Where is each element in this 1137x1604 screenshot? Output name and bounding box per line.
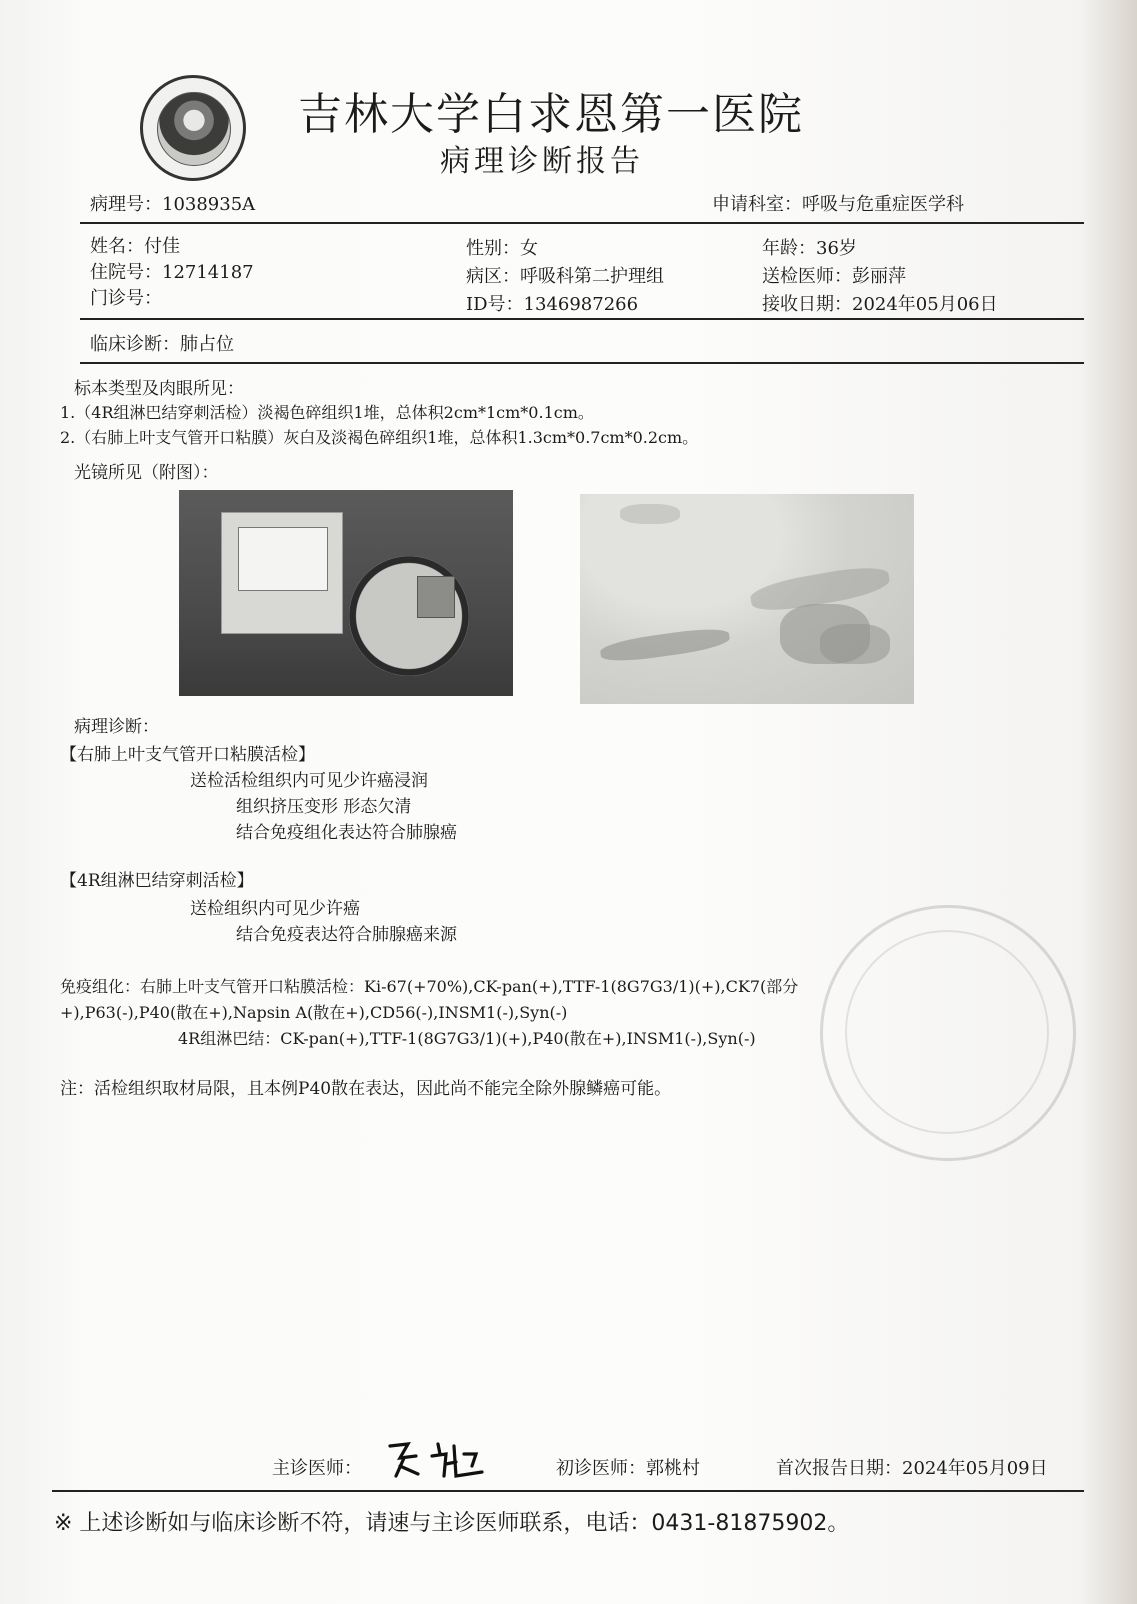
patient-gender xyxy=(466,234,538,260)
microscopy-photo xyxy=(580,494,914,704)
patient-name-label: 姓名： xyxy=(90,236,144,257)
patient-name xyxy=(90,232,180,258)
ihc-line: 4R组淋巴结：CK-pan(+),TTF-1(8G7G3/1)(+),P40(散在+),INSM1(-),Syn(-) xyxy=(178,1029,756,1048)
age-label: 年龄： xyxy=(762,238,816,259)
inpatient-number xyxy=(90,258,254,284)
referring-doctor xyxy=(762,262,906,288)
diagnosis-line: 结合免疫组化表达符合肺腺癌 xyxy=(236,823,457,843)
chief-doctor-signature xyxy=(386,1436,498,1484)
outpatient-number xyxy=(90,284,162,310)
pathology-number-value: 1038935A xyxy=(162,194,256,215)
report-title: 病理诊断报告 xyxy=(440,144,644,179)
patient-id-value: 1346987266 xyxy=(523,294,639,315)
report-note: 注：活检组织取材局限，且本例P40散在表达，因此尚不能完全除外腺鳞癌可能。 xyxy=(60,1079,672,1099)
outpatient-number-label: 门诊号： xyxy=(90,288,162,309)
age-value: 36岁 xyxy=(816,238,857,259)
clinical-diagnosis-value: 肺占位 xyxy=(180,334,234,355)
specimen-bag-image xyxy=(221,512,343,634)
initial-doctor-label: 初诊医师： xyxy=(556,1458,646,1479)
specimen-label-image xyxy=(238,527,328,591)
diagnosis-line: 送检活检组织内可见少许癌浸润 xyxy=(190,771,428,791)
received-date-label: 接收日期： xyxy=(762,294,852,315)
inpatient-number-label: 住院号： xyxy=(90,262,162,283)
report-date-label: 首次报告日期： xyxy=(776,1458,902,1479)
gross-specimen-photo xyxy=(179,490,513,696)
ihc-line: 免疫组化：右肺上叶支气管开口粘膜活检：Ki-67(+70%),CK-pan(+),TTF-1(8G7G3/1)(+),CK7(部分 xyxy=(60,977,799,996)
hospital-stamp xyxy=(820,905,1076,1161)
patient-age xyxy=(762,234,857,260)
initial-doctor-value: 郭桃村 xyxy=(646,1458,700,1479)
patient-id xyxy=(466,290,638,316)
diagnosis-heading: 病理诊断： xyxy=(74,717,159,737)
divider xyxy=(52,1490,1084,1492)
department-value: 呼吸与危重症医学科 xyxy=(802,194,964,215)
microscopy-heading: 光镜所见（附图）： xyxy=(74,463,219,483)
hospital-logo-seal xyxy=(140,75,246,181)
hospital-name: 吉林大学白求恩第一医院 xyxy=(298,89,804,140)
diagnosis-section-title: 【右肺上叶支气管开口粘膜活检】 xyxy=(60,745,315,765)
report-date-value: 2024年05月09日 xyxy=(902,1458,1048,1479)
diagnosis-section-title: 【4R组淋巴结穿刺活检】 xyxy=(60,871,254,891)
divider xyxy=(80,318,1084,320)
patient-name-value: 付佳 xyxy=(144,236,180,257)
specimen-item: 1.（4R组淋巴结穿刺活检）淡褐色碎组织1堆，总体积2cm*1cm*0.1cm。 xyxy=(60,403,594,422)
department xyxy=(712,190,964,216)
portrait-emblem-icon xyxy=(157,92,231,166)
ward-label: 病区： xyxy=(466,266,520,287)
gender-value: 女 xyxy=(520,238,538,259)
divider xyxy=(80,222,1084,224)
ward-value: 呼吸科第二护理组 xyxy=(520,266,664,287)
ihc-line: +),P63(-),P40(散在+),Napsin A(散在+),CD56(-),INSM1(-),Syn(-) xyxy=(60,1003,568,1022)
patient-id-label: ID号： xyxy=(466,294,524,315)
ward xyxy=(466,262,664,288)
received-date xyxy=(762,290,998,316)
diagnosis-line: 结合免疫表达符合肺腺癌来源 xyxy=(236,925,457,945)
diagnosis-line: 组织挤压变形 形态欠清 xyxy=(236,797,412,817)
gender-label: 性别： xyxy=(466,238,520,259)
inpatient-number-value: 12714187 xyxy=(162,262,254,283)
referring-doctor-label: 送检医师： xyxy=(762,266,852,287)
cassette-image xyxy=(417,576,455,618)
received-date-value: 2024年05月06日 xyxy=(852,294,998,315)
divider xyxy=(80,362,1084,364)
specimen-item: 2.（右肺上叶支气管开口粘膜）灰白及淡褐色碎组织1堆，总体积1.3cm*0.7cm*0.2cm。 xyxy=(60,428,699,447)
pathology-number xyxy=(90,190,255,216)
clinical-diagnosis-label: 临床诊断： xyxy=(90,334,180,355)
initial-doctor xyxy=(556,1454,700,1480)
chief-doctor-label: 主诊医师： xyxy=(272,1458,362,1479)
clinical-diagnosis xyxy=(90,330,234,356)
department-label: 申请科室： xyxy=(712,194,802,215)
pathology-number-label: 病理号： xyxy=(90,194,162,215)
referring-doctor-value: 彭丽萍 xyxy=(852,266,906,287)
report-date xyxy=(776,1454,1048,1480)
specimen-heading: 标本类型及肉眼所见： xyxy=(74,379,244,399)
footer-notice: ※ 上述诊断如与临床诊断不符，请速与主诊医师联系，电话：0431-81875902。 xyxy=(54,1511,850,1536)
diagnosis-line: 送检组织内可见少许癌 xyxy=(190,899,360,919)
